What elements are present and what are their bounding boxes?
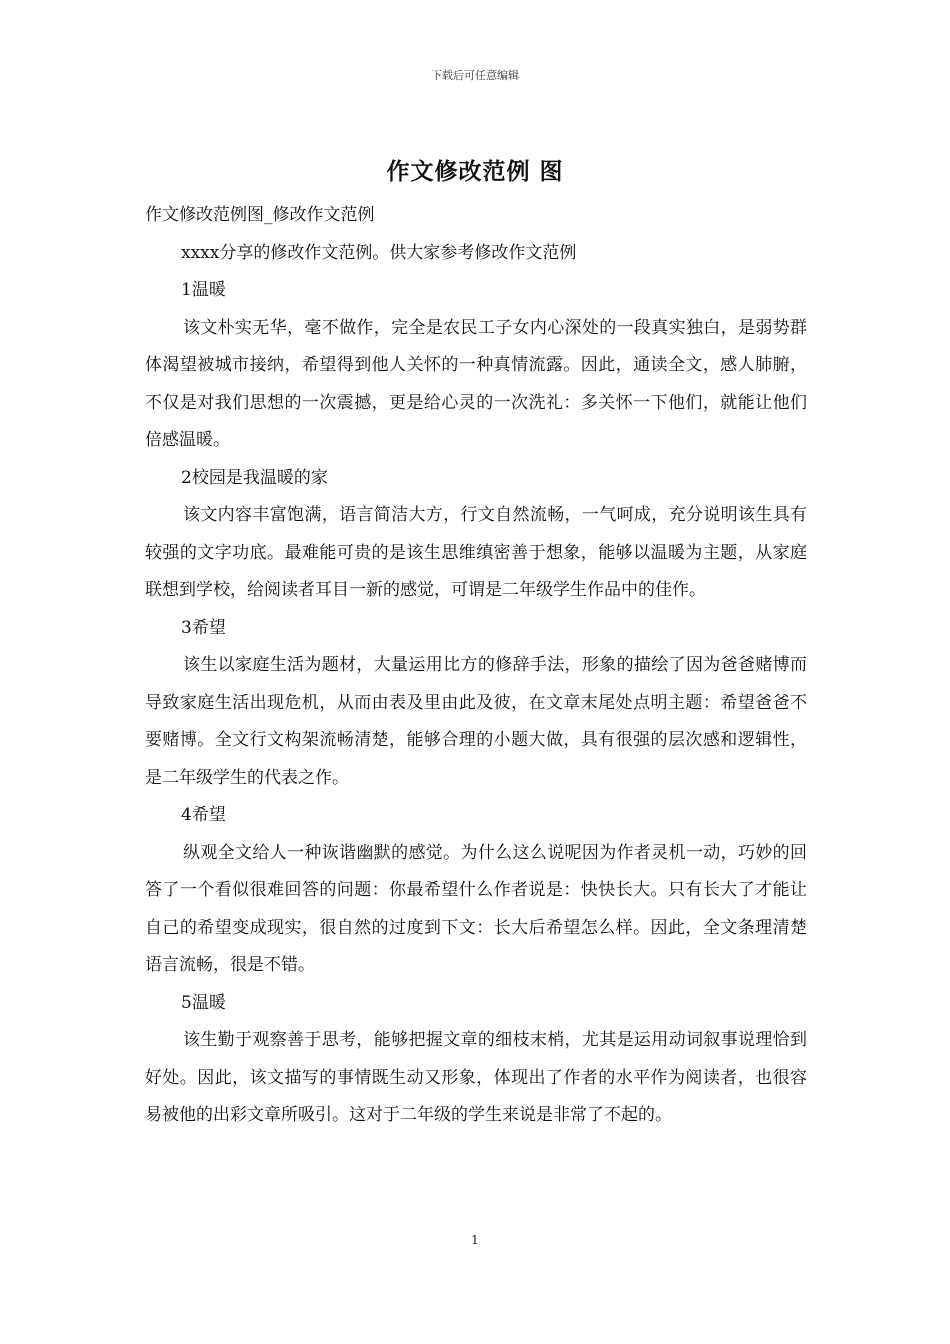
section-heading: 3希望 [181,617,226,638]
section-paragraph: 该文内容丰富饱满，语言简洁大方，行文自然流畅，一气呵成，充分说明该生具有较强的文字功底。最难能可贵的是该生思维缜密善于想象，能够以温暖为主题，从家庭联想到学校，给阅读者耳目一新的感觉，可谓是二年级学生作品中的佳作。 [145,505,807,600]
section-paragraph: 该生勤于观察善于思考，能够把握文章的细枝末梢，尤其是运用动词叙事说理恰到好处。因此，该文描写的事情既生动又形象，体现出了作者的水平作为阅读者，也很容易被他的出彩文章所吸引。这对于二年级的学生来说是非常了不起的。 [145,1030,807,1125]
document-body [145,197,807,1135]
section-heading: 5温暖 [181,992,226,1013]
document-title: 作文修改范例 图 [386,158,564,185]
section-paragraph: 该生以家庭生活为题材，大量运用比方的修辞手法，形象的描绘了因为爸爸赌博而导致家庭生活出现危机，从而由表及里由此及彼，在文章末尾处点明主题：希望爸爸不要赌博。全文行文构架流畅清楚，能够合理的小题大做，具有很强的层次感和逻辑性，是二年级学生的代表之作。 [145,655,807,788]
section-heading: 4希望 [181,805,226,825]
section-paragraph: 纵观全文给人一种诙谐幽默的感觉。为什么这么说呢因为作者灵机一动，巧妙的回答了一个看似很难回答的问题：你最希望什么作者说是：快快长大。只有长大了才能让自己的希望变成现实，很自然的过度到下文：长大后希望怎么样。因此，全文条理清楚语言流畅，很是不错。 [145,842,807,975]
section-heading: 1温暖 [181,280,226,300]
page-number: 1 [471,1233,479,1247]
page-header-note: 下载后可任意编辑 [431,69,519,82]
intro-paragraph: xxxx分享的修改作文范例。供大家参考修改作文范例 [181,242,577,263]
section-heading: 2校园是我温暖的家 [181,467,328,488]
document-subtitle: 作文修改范例图_修改作文范例 [145,205,375,225]
section-paragraph: 该文朴实无华，毫不做作，完全是农民工子女内心深处的一段真实独白，是弱势群体渴望被城市接纳，希望得到他人关怀的一种真情流露。因此，通读全文，感人肺腑，不仅是对我们思想的一次震撼，更是给心灵的一次洗礼：多关怀一下他们，就能让他们倍感温暖。 [145,317,807,450]
